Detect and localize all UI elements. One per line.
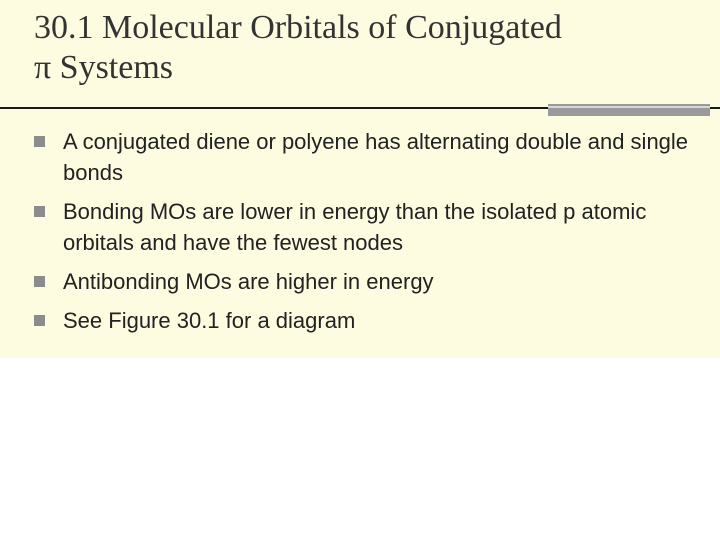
square-bullet-icon bbox=[34, 206, 45, 217]
bullet-text: A conjugated diene or polyene has alternating double and single bonds bbox=[63, 129, 689, 185]
bullet-item bbox=[34, 305, 704, 336]
bullet-list bbox=[34, 126, 704, 344]
bullet-item bbox=[34, 126, 704, 188]
bullet-item bbox=[34, 196, 704, 258]
slide-title-line-1: 30.1 Molecular Orbitals of Conjugated bbox=[34, 9, 562, 46]
square-bullet-icon bbox=[34, 276, 45, 287]
square-bullet-icon bbox=[34, 136, 45, 147]
bullet-text: Antibonding MOs are higher in energy bbox=[63, 269, 434, 294]
bullet-text: See Figure 30.1 for a diagram bbox=[63, 308, 356, 333]
bullet-item bbox=[34, 266, 704, 297]
square-bullet-icon bbox=[34, 315, 45, 326]
slide-title bbox=[34, 8, 704, 88]
slide-title-line-2: π Systems bbox=[34, 49, 174, 86]
accent-bar bbox=[548, 104, 710, 116]
bullet-text: Bonding MOs are lower in energy than the isolated p atomic orbitals and have the fewest nodes bbox=[63, 199, 647, 255]
